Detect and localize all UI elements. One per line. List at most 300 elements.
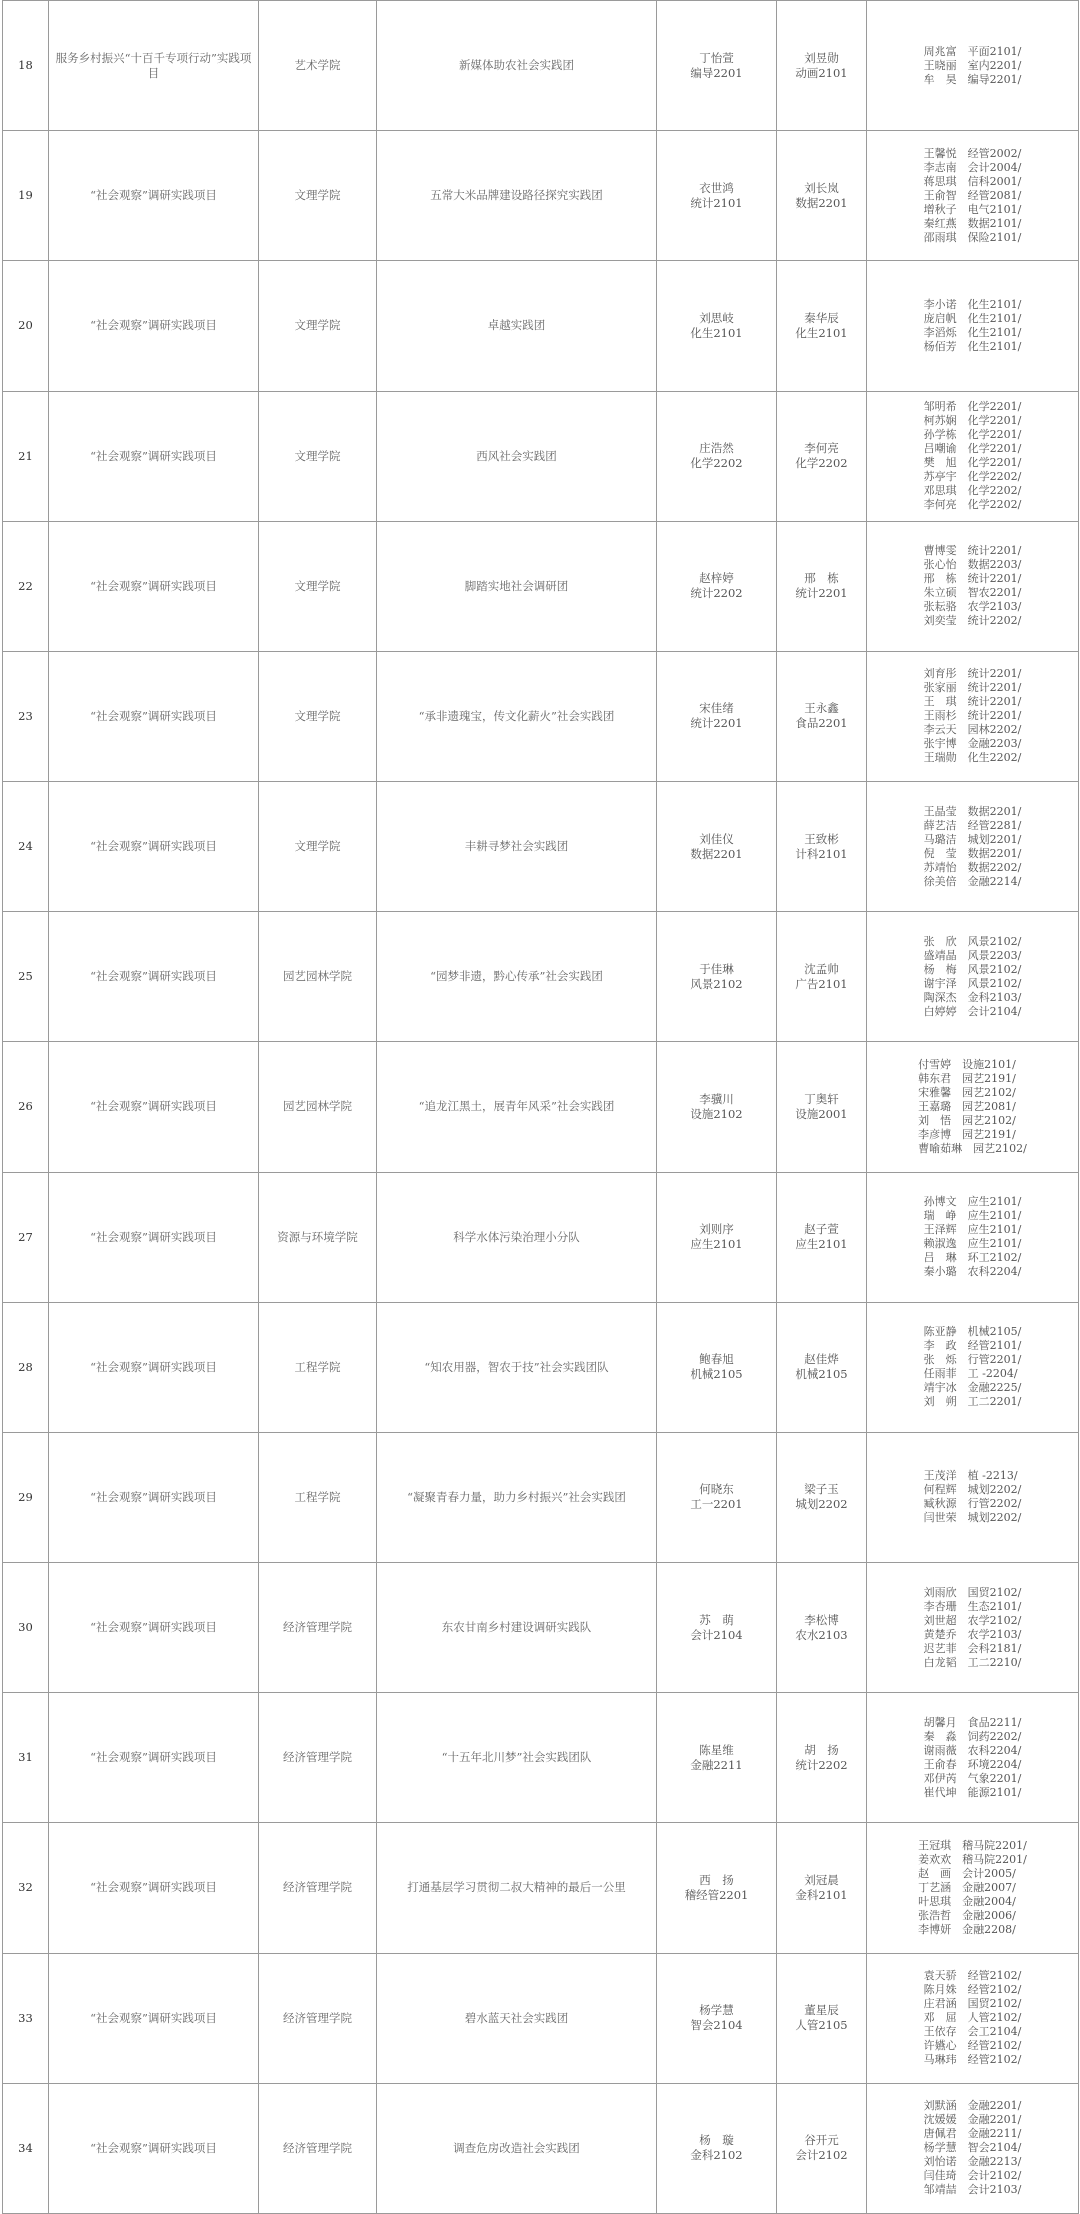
table-row bbox=[3, 2083, 1079, 2213]
member-entry: 叶思琪 金融2004/ bbox=[918, 1894, 1016, 1908]
leader-cell bbox=[657, 1432, 777, 1562]
members-cell bbox=[867, 1172, 1079, 1302]
leader-name: 丁怡萱 bbox=[699, 50, 734, 65]
advisor-class: 广告2101 bbox=[795, 976, 848, 991]
leader-class: 智会2104 bbox=[690, 2018, 743, 2033]
college-name: 文理学院 bbox=[259, 651, 377, 781]
table-row bbox=[3, 1, 1079, 131]
leader-name: 陈星维 bbox=[699, 1742, 734, 1757]
member-entry: 刘雨欣 国贸2102/ bbox=[923, 1585, 1022, 1599]
project-category: 服务乡村振兴“十百千专项行动”实践项目 bbox=[49, 1, 259, 131]
row-number: 25 bbox=[3, 912, 49, 1042]
table-row bbox=[3, 1823, 1079, 1953]
row-number: 27 bbox=[3, 1172, 49, 1302]
member-entry: 刘育彤 统计2201/ bbox=[923, 667, 1022, 681]
leader-name: 西 扬 bbox=[699, 1872, 734, 1887]
member-entry: 王馨悦 经管2002/ bbox=[923, 146, 1022, 160]
member-entry: 王茂洋 植 -2213/ bbox=[923, 1469, 1018, 1483]
project-category: “社会观察”调研实践项目 bbox=[49, 261, 259, 391]
member-entry: 苏亭宇 化学2202/ bbox=[923, 470, 1022, 484]
project-category: “社会观察”调研实践项目 bbox=[49, 1823, 259, 1953]
project-category: “社会观察”调研实践项目 bbox=[49, 2083, 259, 2213]
advisor-class: 设施2001 bbox=[795, 1106, 848, 1121]
member-entry: 瑞 峥 应生2101/ bbox=[923, 1209, 1022, 1223]
row-number: 33 bbox=[3, 1953, 49, 2083]
project-category: “社会观察”调研实践项目 bbox=[49, 131, 259, 261]
advisor-cell bbox=[777, 1693, 867, 1823]
leader-class: 化学2202 bbox=[690, 456, 743, 471]
leader-cell bbox=[657, 2083, 777, 2213]
team-name: 脚踏实地社会调研团 bbox=[377, 521, 657, 651]
leader-cell bbox=[657, 912, 777, 1042]
member-entry: 迟艺菲 会科2181/ bbox=[923, 1641, 1022, 1655]
table-body bbox=[3, 1, 1079, 2214]
leader-cell bbox=[657, 261, 777, 391]
member-entry: 赖淑逸 应生2101/ bbox=[923, 1237, 1022, 1251]
project-category: “社会观察”调研实践项目 bbox=[49, 391, 259, 521]
advisor-cell bbox=[777, 1563, 867, 1693]
member-entry: 邢 栋 统计2201/ bbox=[923, 572, 1022, 586]
member-entry: 邓伊芮 气象2201/ bbox=[923, 1771, 1022, 1785]
advisor-cell bbox=[777, 131, 867, 261]
member-entry: 韩东君 园艺2191/ bbox=[918, 1071, 1016, 1085]
members-cell bbox=[867, 651, 1079, 781]
member-entry: 朱立硕 智农2201/ bbox=[923, 586, 1022, 600]
member-entry: 庄君涵 国贸2102/ bbox=[923, 1997, 1022, 2011]
member-entry: 马璐洁 城划2201/ bbox=[923, 832, 1022, 846]
members-list bbox=[924, 667, 1022, 765]
college-name: 经济管理学院 bbox=[259, 2083, 377, 2213]
team-name: “园梦非遗，黔心传承”社会实践团 bbox=[377, 912, 657, 1042]
project-category: “社会观察”调研实践项目 bbox=[49, 651, 259, 781]
leader-name: 衣世鸿 bbox=[699, 180, 734, 195]
members-list bbox=[924, 147, 1022, 245]
members-cell bbox=[867, 1302, 1079, 1432]
advisor-class: 动画2101 bbox=[795, 65, 848, 80]
member-entry: 张耘骆 农学2103/ bbox=[923, 600, 1022, 614]
college-name: 经济管理学院 bbox=[259, 1953, 377, 2083]
college-name: 文理学院 bbox=[259, 131, 377, 261]
table-row bbox=[3, 782, 1079, 912]
advisor-class: 人管2105 bbox=[795, 2018, 848, 2033]
members-list bbox=[924, 1969, 1022, 2067]
leader-cell bbox=[657, 651, 777, 781]
advisor-cell bbox=[777, 521, 867, 651]
advisor-class: 会计2102 bbox=[795, 2148, 848, 2163]
leader-cell bbox=[657, 1, 777, 131]
members-list bbox=[924, 400, 1022, 512]
leader-name: 杨 璇 bbox=[699, 2133, 734, 2148]
member-entry: 许嬿心 经管2102/ bbox=[923, 2039, 1022, 2053]
member-entry: 李志南 会计2004/ bbox=[923, 160, 1022, 174]
member-entry: 白龙韬 工二2210/ bbox=[923, 1655, 1022, 1669]
member-entry: 王雨杉 统计2201/ bbox=[923, 709, 1022, 723]
leader-class: 会计2104 bbox=[690, 1627, 743, 1642]
college-name: 经济管理学院 bbox=[259, 1563, 377, 1693]
member-entry: 孙博文 应生2101/ bbox=[923, 1195, 1022, 1209]
advisor-cell bbox=[777, 782, 867, 912]
leader-name: 刘则序 bbox=[699, 1222, 734, 1237]
college-name: 艺术学院 bbox=[259, 1, 377, 131]
leader-class: 设施2102 bbox=[690, 1106, 743, 1121]
row-number: 24 bbox=[3, 782, 49, 912]
member-entry: 盛靖晶 风景2203/ bbox=[923, 948, 1022, 962]
members-cell bbox=[867, 261, 1079, 391]
member-entry: 刘怡诺 金融2213/ bbox=[923, 2155, 1022, 2169]
advisor-cell bbox=[777, 651, 867, 781]
team-name: 西风社会实践团 bbox=[377, 391, 657, 521]
leader-cell bbox=[657, 1172, 777, 1302]
team-name: 科学水体污染治理小分队 bbox=[377, 1172, 657, 1302]
leader-cell bbox=[657, 1302, 777, 1432]
project-category: “社会观察”调研实践项目 bbox=[49, 1693, 259, 1823]
project-category: “社会观察”调研实践项目 bbox=[49, 912, 259, 1042]
advisor-name: 王永鑫 bbox=[804, 701, 839, 716]
members-cell bbox=[867, 1432, 1079, 1562]
member-entry: 吕 琳 环工2102/ bbox=[923, 1251, 1022, 1265]
members-list bbox=[924, 1716, 1022, 1800]
leader-name: 苏 萌 bbox=[699, 1612, 734, 1627]
team-name: 打通基层学习贯彻二叔大精神的最后一公里 bbox=[377, 1823, 657, 1953]
member-entry: 谢宇泽 风景2102/ bbox=[923, 976, 1022, 990]
advisor-cell bbox=[777, 912, 867, 1042]
advisor-class: 城划2202 bbox=[795, 1497, 848, 1512]
advisor-cell bbox=[777, 391, 867, 521]
table-row bbox=[3, 1693, 1079, 1823]
member-entry: 王晶莹 数据2201/ bbox=[923, 804, 1022, 818]
college-name: 文理学院 bbox=[259, 782, 377, 912]
advisor-name: 刘冠晨 bbox=[804, 1872, 839, 1887]
table-row bbox=[3, 1432, 1079, 1562]
member-entry: 闫佳琦 会计2102/ bbox=[923, 2169, 1022, 2183]
members-cell bbox=[867, 1563, 1079, 1693]
member-entry: 宋雅馨 园艺2102/ bbox=[918, 1085, 1016, 1099]
project-category: “社会观察”调研实践项目 bbox=[49, 1563, 259, 1693]
table-row bbox=[3, 1042, 1079, 1172]
member-entry: 白婷婷 会计2104/ bbox=[923, 1004, 1022, 1018]
leader-name: 杨学慧 bbox=[699, 2003, 734, 2018]
member-entry: 曹喻茹琳 园艺2102/ bbox=[918, 1141, 1027, 1155]
members-list bbox=[924, 1469, 1022, 1525]
member-entry: 靖宇冰 金融2225/ bbox=[923, 1381, 1022, 1395]
member-entry: 王泽辉 应生2101/ bbox=[923, 1223, 1022, 1237]
member-entry: 王依存 会工2104/ bbox=[923, 2025, 1022, 2039]
row-number: 29 bbox=[3, 1432, 49, 1562]
team-name: “知农用器，智农于技”社会实践团队 bbox=[377, 1302, 657, 1432]
members-cell bbox=[867, 782, 1079, 912]
member-entry: 闫世荣 城划2202/ bbox=[923, 1511, 1022, 1525]
leader-cell bbox=[657, 1953, 777, 2083]
member-entry: 李云天 园林2202/ bbox=[923, 723, 1022, 737]
leader-name: 刘思岐 bbox=[699, 310, 734, 325]
member-entry: 秦 淼 饲药2202/ bbox=[923, 1729, 1022, 1743]
leader-class: 风景2102 bbox=[690, 976, 743, 991]
advisor-class: 农水2103 bbox=[795, 1627, 848, 1642]
project-category: “社会观察”调研实践项目 bbox=[49, 782, 259, 912]
advisor-class: 统计2201 bbox=[795, 586, 848, 601]
leader-name: 李骥川 bbox=[699, 1091, 734, 1106]
project-category: “社会观察”调研实践项目 bbox=[49, 1953, 259, 2083]
advisor-class: 化学2202 bbox=[795, 456, 848, 471]
advisor-name: 董星辰 bbox=[804, 2003, 839, 2018]
members-cell bbox=[867, 131, 1079, 261]
row-number: 21 bbox=[3, 391, 49, 521]
members-list bbox=[924, 1195, 1022, 1279]
members-list bbox=[924, 935, 1022, 1019]
member-entry: 刘 朔 工二2201/ bbox=[923, 1395, 1022, 1409]
member-entry: 邹靖喆 会计2103/ bbox=[923, 2183, 1022, 2197]
team-name: 卓越实践团 bbox=[377, 261, 657, 391]
member-entry: 刘 悟 园艺2102/ bbox=[918, 1113, 1016, 1127]
table-row bbox=[3, 651, 1079, 781]
members-cell bbox=[867, 2083, 1079, 2213]
advisor-cell bbox=[777, 1172, 867, 1302]
member-entry: 陈亚静 机械2105/ bbox=[923, 1325, 1022, 1339]
advisor-name: 赵子萱 bbox=[804, 1222, 839, 1237]
leader-cell bbox=[657, 782, 777, 912]
leader-name: 于佳琳 bbox=[699, 961, 734, 976]
advisor-name: 谷开元 bbox=[804, 2133, 839, 2148]
advisor-name: 李何亮 bbox=[804, 441, 839, 456]
member-entry: 唐佩君 金融2211/ bbox=[923, 2127, 1022, 2141]
leader-class: 统计2101 bbox=[690, 195, 743, 210]
advisor-cell bbox=[777, 1302, 867, 1432]
advisor-cell bbox=[777, 261, 867, 391]
member-entry: 苏靖怡 数据2202/ bbox=[923, 860, 1022, 874]
member-entry: 王晓丽 室内2201/ bbox=[923, 58, 1022, 72]
members-cell bbox=[867, 391, 1079, 521]
members-list bbox=[924, 1586, 1022, 1670]
advisor-class: 计科2101 bbox=[795, 846, 848, 861]
member-entry: 张浩哲 金融2006/ bbox=[918, 1908, 1016, 1922]
leader-name: 刘佳仪 bbox=[699, 831, 734, 846]
college-name: 园艺园林学院 bbox=[259, 912, 377, 1042]
member-entry: 柯苏娴 化学2201/ bbox=[923, 414, 1022, 428]
member-entry: 增秋子 电气2101/ bbox=[923, 202, 1022, 216]
team-name: “追龙江黑土，展青年风采”社会实践团 bbox=[377, 1042, 657, 1172]
member-entry: 王 琪 统计2201/ bbox=[923, 695, 1022, 709]
advisor-class: 食品2201 bbox=[795, 716, 848, 731]
member-entry: 丁艺涵 金融2007/ bbox=[918, 1880, 1016, 1894]
advisor-class: 机械2105 bbox=[795, 1367, 848, 1382]
member-entry: 赵 画 会计2005/ bbox=[918, 1866, 1016, 1880]
member-entry: 刘世超 农学2102/ bbox=[923, 1613, 1022, 1627]
member-entry: 周兆富 平面2101/ bbox=[923, 44, 1022, 58]
team-name: 碧水蓝天社会实践团 bbox=[377, 1953, 657, 2083]
member-entry: 张心怡 数据2203/ bbox=[923, 558, 1022, 572]
members-cell bbox=[867, 912, 1079, 1042]
table-row bbox=[3, 391, 1079, 521]
member-entry: 倪 莹 数据2201/ bbox=[923, 846, 1022, 860]
college-name: 园艺园林学院 bbox=[259, 1042, 377, 1172]
advisor-name: 刘长岚 bbox=[804, 180, 839, 195]
college-name: 资源与环境学院 bbox=[259, 1172, 377, 1302]
leader-name: 何晓东 bbox=[699, 1482, 734, 1497]
leader-class: 统计2202 bbox=[690, 586, 743, 601]
member-entry: 邓 屈 人管2102/ bbox=[923, 2011, 1022, 2025]
member-entry: 陈月姝 经管2102/ bbox=[923, 1983, 1022, 1997]
row-number: 31 bbox=[3, 1693, 49, 1823]
advisor-class: 应生2101 bbox=[795, 1237, 848, 1252]
member-entry: 刘默涵 金融2201/ bbox=[923, 2099, 1022, 2113]
advisor-cell bbox=[777, 1432, 867, 1562]
member-entry: 王瑞勋 化生2202/ bbox=[923, 751, 1022, 765]
members-cell bbox=[867, 1042, 1079, 1172]
row-number: 30 bbox=[3, 1563, 49, 1693]
row-number: 26 bbox=[3, 1042, 49, 1172]
table-row bbox=[3, 261, 1079, 391]
member-entry: 蒋思琪 信科2001/ bbox=[923, 174, 1022, 188]
member-entry: 谢雨薇 农科2204/ bbox=[923, 1743, 1022, 1757]
members-list bbox=[924, 805, 1022, 889]
table-row bbox=[3, 912, 1079, 1042]
member-entry: 李博妍 金融2208/ bbox=[918, 1922, 1016, 1936]
leader-cell bbox=[657, 391, 777, 521]
member-entry: 张 烁 行管2201/ bbox=[923, 1353, 1022, 1367]
members-list bbox=[924, 1325, 1022, 1409]
leader-class: 工一2201 bbox=[690, 1497, 743, 1512]
leader-cell bbox=[657, 521, 777, 651]
member-entry: 臧秋源 行管2202/ bbox=[923, 1497, 1022, 1511]
member-entry: 任雨菲 工 -2204/ bbox=[923, 1367, 1018, 1381]
project-category: “社会观察”调研实践项目 bbox=[49, 1302, 259, 1432]
leader-cell bbox=[657, 131, 777, 261]
members-list bbox=[924, 298, 1022, 354]
project-category: “社会观察”调研实践项目 bbox=[49, 521, 259, 651]
leader-class: 金科2102 bbox=[690, 2148, 743, 2163]
project-category: “社会观察”调研实践项目 bbox=[49, 1042, 259, 1172]
member-entry: 秦小璐 农科2204/ bbox=[923, 1265, 1022, 1279]
member-entry: 牟 昊 编导2201/ bbox=[923, 72, 1022, 86]
college-name: 文理学院 bbox=[259, 261, 377, 391]
members-cell bbox=[867, 1, 1079, 131]
advisor-cell bbox=[777, 1953, 867, 2083]
member-entry: 马琳玮 经管2102/ bbox=[923, 2053, 1022, 2067]
member-entry: 张宇博 金融2203/ bbox=[923, 737, 1022, 751]
advisor-name: 李松博 bbox=[804, 1612, 839, 1627]
row-number: 34 bbox=[3, 2083, 49, 2213]
leader-cell bbox=[657, 1563, 777, 1693]
team-name: “承非遗瑰宝，传文化薪火”社会实践团 bbox=[377, 651, 657, 781]
row-number: 20 bbox=[3, 261, 49, 391]
member-entry: 王冠琪 稽马院2201/ bbox=[918, 1838, 1027, 1852]
leader-cell bbox=[657, 1042, 777, 1172]
row-number: 18 bbox=[3, 1, 49, 131]
member-entry: 何程辉 城划2202/ bbox=[923, 1483, 1022, 1497]
project-category: “社会观察”调研实践项目 bbox=[49, 1432, 259, 1562]
member-entry: 王俞智 经管2081/ bbox=[923, 188, 1022, 202]
members-cell bbox=[867, 1693, 1079, 1823]
advisor-name: 赵佳烨 bbox=[804, 1352, 839, 1367]
team-name: 新媒体助农社会实践团 bbox=[377, 1, 657, 131]
advisor-cell bbox=[777, 1823, 867, 1953]
college-name: 文理学院 bbox=[259, 521, 377, 651]
team-name: 东农甘南乡村建设调研实践队 bbox=[377, 1563, 657, 1693]
row-number: 19 bbox=[3, 131, 49, 261]
row-number: 32 bbox=[3, 1823, 49, 1953]
leader-name: 庄浩然 bbox=[699, 441, 734, 456]
team-name: 丰耕寻梦社会实践团 bbox=[377, 782, 657, 912]
member-entry: 杨佰芳 化生2101/ bbox=[923, 339, 1022, 353]
member-entry: 李何亮 化学2202/ bbox=[923, 498, 1022, 512]
member-entry: 李彦博 园艺2191/ bbox=[918, 1127, 1016, 1141]
members-cell bbox=[867, 1953, 1079, 2083]
team-name: “十五年北川梦”社会实践团队 bbox=[377, 1693, 657, 1823]
member-entry: 杨学慧 智会2104/ bbox=[923, 2141, 1022, 2155]
advisor-cell bbox=[777, 2083, 867, 2213]
member-entry: 孙学栋 化学2201/ bbox=[923, 428, 1022, 442]
leader-class: 统计2201 bbox=[690, 716, 743, 731]
members-list bbox=[924, 2099, 1022, 2197]
member-entry: 黄楚乔 农学2103/ bbox=[923, 1627, 1022, 1641]
member-entry: 张 欣 风景2102/ bbox=[923, 934, 1022, 948]
member-entry: 李滔烁 化生2101/ bbox=[923, 325, 1022, 339]
member-entry: 姜欢欢 稽马院2201/ bbox=[918, 1852, 1027, 1866]
row-number: 23 bbox=[3, 651, 49, 781]
table-row bbox=[3, 1563, 1079, 1693]
advisor-name: 胡 扬 bbox=[804, 1742, 839, 1757]
members-list bbox=[924, 544, 1022, 628]
member-entry: 秦红燕 数据2101/ bbox=[923, 216, 1022, 230]
leader-class: 化生2101 bbox=[690, 325, 743, 340]
member-entry: 邓思琪 化学2202/ bbox=[923, 484, 1022, 498]
college-name: 经济管理学院 bbox=[259, 1823, 377, 1953]
member-entry: 薛艺洁 经管2281/ bbox=[923, 818, 1022, 832]
row-number: 28 bbox=[3, 1302, 49, 1432]
advisor-class: 数据2201 bbox=[795, 195, 848, 210]
members-cell bbox=[867, 1823, 1079, 1953]
member-entry: 王嘉璐 园艺2081/ bbox=[918, 1099, 1016, 1113]
leader-name: 赵梓婷 bbox=[699, 571, 734, 586]
college-name: 文理学院 bbox=[259, 391, 377, 521]
member-entry: 王俞春 环境2204/ bbox=[923, 1757, 1022, 1771]
member-entry: 邹明希 化学2201/ bbox=[923, 400, 1022, 414]
advisor-class: 金科2101 bbox=[795, 1887, 848, 1902]
member-entry: 曹博雯 统计2201/ bbox=[923, 544, 1022, 558]
member-entry: 刘奕莹 统计2202/ bbox=[923, 614, 1022, 628]
leader-class: 数据2201 bbox=[690, 846, 743, 861]
college-name: 工程学院 bbox=[259, 1302, 377, 1432]
row-number: 22 bbox=[3, 521, 49, 651]
advisor-name: 王致彬 bbox=[804, 831, 839, 846]
leader-name: 宋佳绪 bbox=[699, 701, 734, 716]
member-entry: 李杏珊 生态2101/ bbox=[923, 1599, 1022, 1613]
leader-class: 金融2211 bbox=[690, 1757, 743, 1772]
member-entry: 吕嘲谕 化学2201/ bbox=[923, 442, 1022, 456]
advisor-name: 丁奥轩 bbox=[804, 1091, 839, 1106]
member-entry: 邵雨琪 保险2101/ bbox=[923, 230, 1022, 244]
advisor-name: 沈孟帅 bbox=[804, 961, 839, 976]
advisor-cell bbox=[777, 1042, 867, 1172]
member-entry: 徐美倍 金融2214/ bbox=[923, 874, 1022, 888]
member-entry: 付雪婷 设施2101/ bbox=[918, 1057, 1016, 1071]
member-entry: 胡馨月 食品2211/ bbox=[923, 1715, 1022, 1729]
table-row bbox=[3, 521, 1079, 651]
advisor-cell bbox=[777, 1, 867, 131]
member-entry: 陶深杰 金科2103/ bbox=[923, 990, 1022, 1004]
leader-cell bbox=[657, 1693, 777, 1823]
member-entry: 李小诺 化生2101/ bbox=[923, 297, 1022, 311]
member-entry: 沈媛媛 金融2201/ bbox=[923, 2113, 1022, 2127]
advisor-class: 化生2101 bbox=[795, 325, 848, 340]
college-name: 工程学院 bbox=[259, 1432, 377, 1562]
project-category: “社会观察”调研实践项目 bbox=[49, 1172, 259, 1302]
team-name: 五常大米品牌建设路径探究实践团 bbox=[377, 131, 657, 261]
college-name: 经济管理学院 bbox=[259, 1693, 377, 1823]
members-cell bbox=[867, 521, 1079, 651]
members-list bbox=[924, 45, 1022, 87]
advisor-name: 邢 栋 bbox=[804, 571, 839, 586]
